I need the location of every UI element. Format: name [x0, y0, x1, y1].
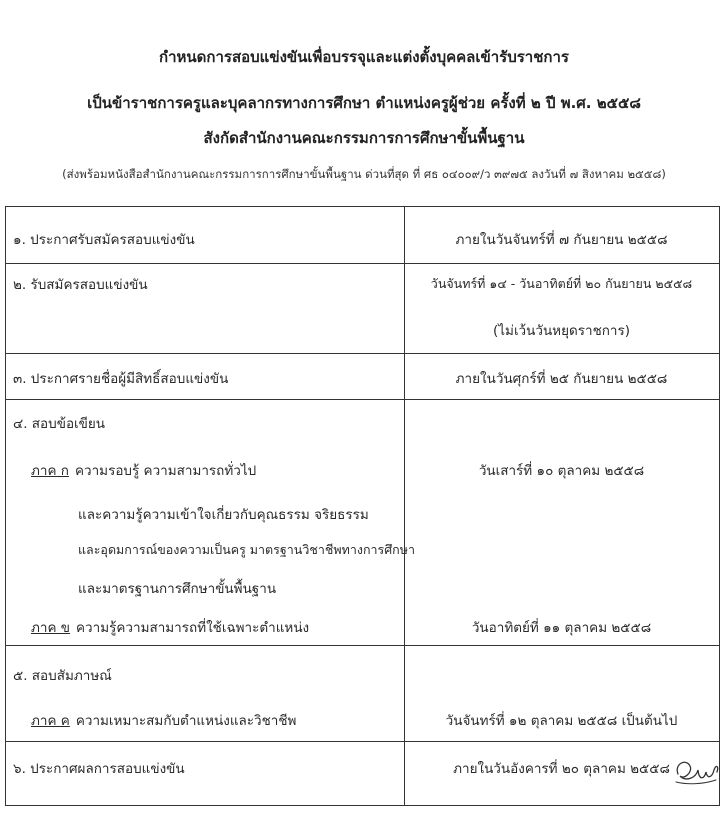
doc-reference-note: (ส่งพร้อมหนังสือสำนักงานคณะกรรมการการศึกษาขั้นพื้นฐาน ด่วนที่สุด ที่ ศธ ๐๔๐๐๙/ว ๓๙๗๕ ลงวันที่ ๗ สิงหาคม ๒๕๕๘)	[62, 167, 666, 181]
row6-item: ๖. ประกาศผลการสอบแข่งขัน	[13, 761, 185, 777]
row2-item: ๒. รับสมัครสอบแข่งขัน	[13, 277, 148, 293]
schedule-table	[5, 206, 720, 806]
row1-date: ภายในวันจันทร์ที่ ๗ กันยายน ๒๕๕๘	[455, 232, 668, 248]
part-c-date: วันจันทร์ที่ ๑๒ ตุลาคม ๒๕๕๘ เป็นต้นไป	[445, 713, 678, 729]
doc-title-line2: เป็นข้าราชการครูและบุคลากรทางการศึกษา ตำแหน่งครูผู้ช่วย ครั้งที่ ๒ ปี พ.ศ. ๒๕๕๘	[87, 94, 641, 112]
doc-title-line1: กำหนดการสอบแข่งขันเพื่อบรรจุและแต่งตั้งบุคคลเข้ารับราชการ	[159, 48, 569, 66]
part-a-label: ภาค ก	[31, 463, 69, 479]
row5-item: ๕. สอบสัมภาษณ์	[13, 668, 112, 684]
row-divider	[6, 399, 719, 400]
row2-date: วันจันทร์ที่ ๑๔ - วันอาทิตย์ที่ ๒๐ กันยายน ๒๕๕๘	[430, 276, 693, 291]
part-a-line4: และมาตรฐานการศึกษาขั้นพื้นฐาน	[78, 581, 277, 597]
part-a-line3: และอุดมการณ์ของความเป็นครู มาตรฐานวิชาชีพทางการศึกษา	[78, 542, 416, 557]
handwritten-initials-signature	[672, 752, 722, 792]
row3-date: ภายในวันศุกร์ที่ ๒๕ กันยายน ๒๕๕๘	[455, 371, 668, 387]
row4-part-b	[31, 616, 309, 638]
row1-item: ๑. ประกาศรับสมัครสอบแข่งขัน	[13, 232, 195, 248]
row-divider	[6, 353, 719, 354]
row-divider	[6, 263, 719, 264]
part-a-line2: และความรู้ความเข้าใจเกี่ยวกับคุณธรรม จริยธรรม	[78, 507, 369, 523]
part-a-text: ความรอบรู้ ความสามารถทั่วไป	[74, 463, 257, 479]
row-divider	[6, 645, 719, 646]
doc-title-line3: สังกัดสำนักงานคณะกรรมการการศึกษาขั้นพื้นฐาน	[203, 129, 525, 147]
part-b-text: ความรู้ความสามารถที่ใช้เฉพาะตำแหน่ง	[76, 620, 310, 636]
row3-item: ๓. ประกาศรายชื่อผู้มีสิทธิ์สอบแข่งขัน	[13, 371, 229, 387]
part-c-label: ภาค ค	[31, 713, 70, 729]
row5-part-c	[31, 709, 296, 731]
row4-item: ๔. สอบข้อเขียน	[13, 416, 106, 432]
part-b-label: ภาค ข	[31, 620, 71, 636]
part-c-text: ความเหมาะสมกับตำแหน่งและวิชาชีพ	[75, 713, 297, 729]
row2-date-note: (ไม่เว้นวันหยุดราชการ)	[492, 323, 631, 339]
part-a-date: วันเสาร์ที่ ๑๐ ตุลาคม ๒๕๕๘	[478, 463, 645, 479]
row6-date: ภายในวันอังคารที่ ๒๐ ตุลาคม ๒๕๕๘	[453, 761, 670, 777]
part-b-date: วันอาทิตย์ที่ ๑๑ ตุลาคม ๒๕๕๘	[471, 620, 652, 636]
row-divider	[6, 741, 719, 742]
row4-part-a	[31, 459, 256, 481]
